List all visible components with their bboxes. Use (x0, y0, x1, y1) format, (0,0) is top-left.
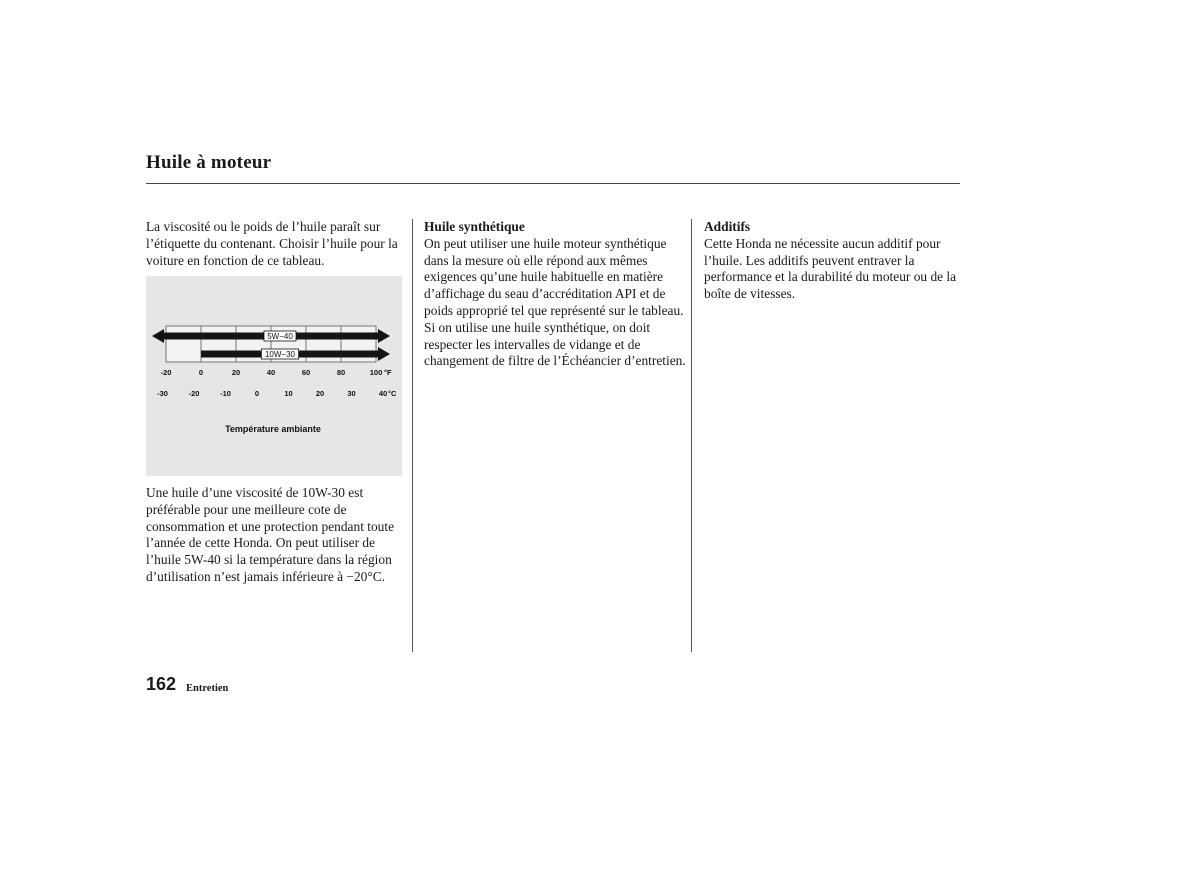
viscosity-intro-text: La viscosité ou le poids de l’huile paraît sur l’étiquette du contenant. Choisir l’huile pour la voiture en fonction de ce tableau. (146, 219, 398, 268)
title-rule (146, 183, 960, 184)
celsius-tick-label: 20 (315, 389, 325, 398)
column-divider (412, 219, 413, 652)
fahrenheit-tick-label: 20 (231, 368, 241, 377)
column-left-lower (146, 485, 402, 586)
column-right (704, 219, 962, 303)
viscosity-recommendation-text: Une huile d’une viscosité de 10W-30 est préférable pour une meilleure cote de consommation et une protection pendant toute l’année de cette Honda. On peut utiliser de l’huile 5W-40 si la température dans la région d’utilisation n’est jamais inférieure à −20°C. (146, 485, 395, 584)
additives-heading: Additifs (704, 219, 751, 234)
page-number: 162 (146, 674, 177, 694)
viscosity-chart (146, 276, 402, 476)
fahrenheit-tick-label: 100 (369, 368, 383, 377)
fahrenheit-tick-label: 0 (198, 368, 204, 377)
series-label: 5W−40 (267, 332, 293, 342)
column-middle (424, 219, 686, 370)
additives-text: Cette Honda ne nécessite aucun additif pour l’huile. Les additifs peuvent entraver la performance et la durabilité du moteur ou de la boîte de vitesses. (704, 235, 957, 302)
celsius-tick-label: 10 (284, 389, 293, 398)
celsius-unit-label: °C (388, 389, 397, 398)
celsius-tick-label: -30 (157, 389, 168, 398)
synthetic-oil-text: On peut utiliser une huile moteur synthétique dans la mesure où elle répond aux mêmes exigences qu’une huile habituelle en matière d’affichage du seau d’accréditation API et de poids approprié tel que représenté sur le tableau. Si on utilise une huile synthétique, on doit respecter les intervalles de vidange et de changement de filtre de l’Échéancier d’entretien. (424, 235, 686, 369)
fahrenheit-tick-label: 40 (266, 368, 276, 377)
series-arrow-right (378, 329, 390, 343)
fahrenheit-tick-label: -20 (160, 368, 172, 377)
synthetic-oil-heading: Huile synthétique (424, 219, 525, 234)
celsius-tick-label: -20 (188, 389, 200, 398)
series-arrow-left (152, 329, 164, 343)
celsius-tick-label: 30 (347, 389, 356, 398)
celsius-tick-label: 40 (378, 389, 388, 398)
viscosity-chart-svg (146, 276, 402, 476)
column-left (146, 219, 402, 269)
fahrenheit-unit-label: °F (384, 368, 392, 377)
column-divider (691, 219, 692, 652)
celsius-tick-label: 0 (254, 389, 260, 398)
series-arrow-right (378, 347, 390, 361)
chart-axis-title: Température ambiante (225, 424, 321, 434)
section-name: Entretien (186, 683, 229, 694)
celsius-tick-label: -10 (220, 389, 231, 398)
fahrenheit-tick-label: 80 (336, 368, 346, 377)
page-title: Huile à moteur (146, 152, 272, 173)
series-label: 10W−30 (264, 350, 296, 360)
fahrenheit-tick-label: 60 (301, 368, 311, 377)
